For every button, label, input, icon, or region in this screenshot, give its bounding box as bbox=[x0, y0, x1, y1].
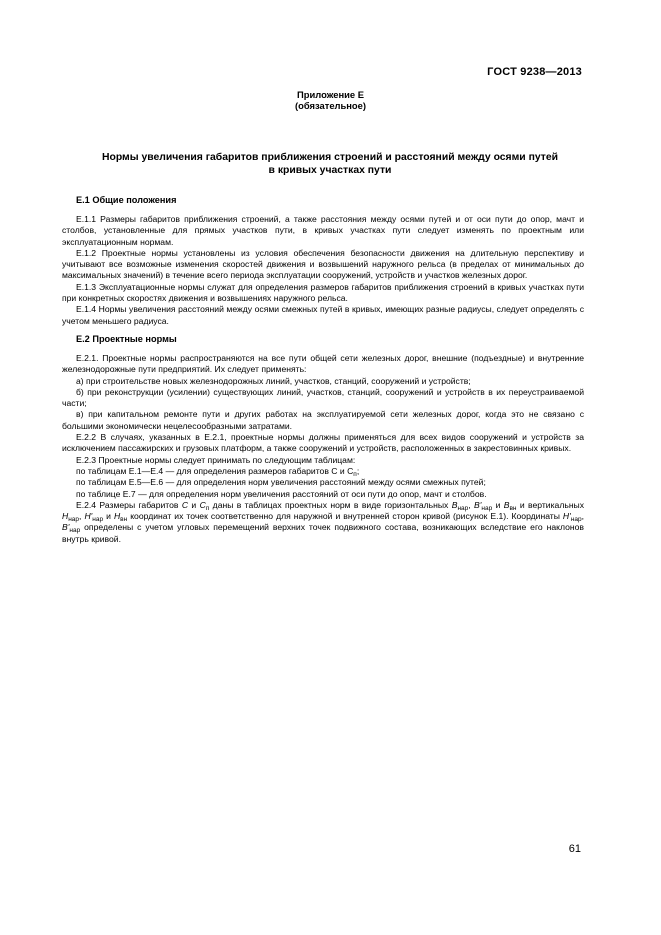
section-heading-e1: Е.1 Общие положения bbox=[76, 195, 177, 205]
list-item-e2-3-b: по таблицам Е.5—Е.6 — для определения норм увеличения расстояний между осями смежных путей; bbox=[76, 477, 486, 488]
paragraph-e1-4: Е.1.4 Нормы увеличения расстояний между осями смежных путей в кривых, имеющих разные радиусы, следует определять с учетом меньшего радиуса. bbox=[62, 304, 584, 326]
paragraph-e1-1: Е.1.1 Размеры габаритов приближения строений, а также расстояния между осями путей и от оси пути до опор, мачт и столбов, установленные для прямых участков пути, в кривых участках пути следует изменять по проектным или эксплуатационным нормам. bbox=[62, 214, 584, 247]
paragraph-e2-3: Е.2.3 Проектные нормы следует принимать по следующим таблицам: bbox=[76, 454, 356, 465]
list-item-e2-3-a: по таблицам Е.1—Е.4 — для определения размеров габаритов С и $С_п$; bbox=[76, 465, 360, 478]
appendix-heading bbox=[0, 89, 661, 111]
document-body bbox=[62, 195, 584, 545]
paragraph-e1-3: Е.1.3 Эксплуатационные нормы служат для определения размеров габаритов приближения строений в кривых участках пути при конкретных скоростях движения и возвышениях наружного рельса. bbox=[62, 281, 584, 304]
appendix-status: (обязательное) bbox=[295, 100, 366, 111]
appendix-title: Приложение Е bbox=[297, 89, 364, 100]
main-title bbox=[62, 151, 598, 177]
paragraph-e1-2: Е.1.2 Проектные нормы установлены из условия обеспечения безопасности движения на длительную перспективу и учитывают все возможные изменения скоростей движения и возвышений наружного рельса (в пределах от минимальных до максимальных значений) в течение всего периода эксплуатации сооружений, устройств и участков железных дорог. bbox=[62, 247, 584, 281]
main-title-line-1: Нормы увеличения габаритов приближения строений и расстояний между осями путей bbox=[101, 152, 559, 163]
main-title-line-2: в кривых участках пути bbox=[268, 165, 392, 176]
section-heading-e2: Е.2 Проектные нормы bbox=[76, 333, 177, 344]
document-code: ГОСТ 9238—2013 bbox=[487, 66, 582, 78]
paragraph-e2-1: Е.2.1. Проектные нормы распространяются на все пути общей сети железных дорог, внешние (подъездные) и внутренние железнодорожные пути предприятий. Их следует применять: bbox=[62, 352, 584, 375]
list-item-e2-1-b: б) при реконструкции (усилении) существующих линий, участков, станций, сооружений и устройств в их переустраиваемой части; bbox=[62, 386, 584, 409]
page-number: 61 bbox=[568, 843, 581, 855]
list-item-e2-3-c: по таблице Е.7 — для определения норм увеличения расстояний от оси пути до опор, мачт и столбов. bbox=[76, 488, 487, 499]
paragraph-e2-4: Е.2.4 Размеры габаритов С и $С_п$ даны в таблицах проектных норм в виде горизонтальных $В_{нар}$, $В'_{нар}$ и $В_{вн}$ и вертикальных $Н_{нар}$, $Н'_{нар}$ и $Н_{вн}$ координат их точек соответственно для наружной и внутренней сторон кривой (рисунок Е.1). Координаты $Н'_{нар}$, $В'_{нар}$ определены с учетом угловых перемещений верхних точек подвижного состава, возникающих вследствие его наклонов внутрь кривой. bbox=[62, 499, 585, 544]
list-item-e2-1-a: а) при строительстве новых железнодорожных линий, участков, станций, сооружений и устройств; bbox=[76, 375, 471, 386]
list-item-e2-1-c: в) при капитальном ремонте пути и других работах на эксплуатируемой сети железных дорог, когда это не связано с большими экономически нецелесообразными затратами. bbox=[62, 409, 584, 431]
paragraph-e2-2: Е.2.2 В случаях, указанных в Е.2.1, проектные нормы должны применяться для всех видов сооружений и устройств за исключением пассажирских и грузовых платформ, а также сооружений и устройств, расположенных в закрестовинных кривых. bbox=[62, 432, 584, 454]
